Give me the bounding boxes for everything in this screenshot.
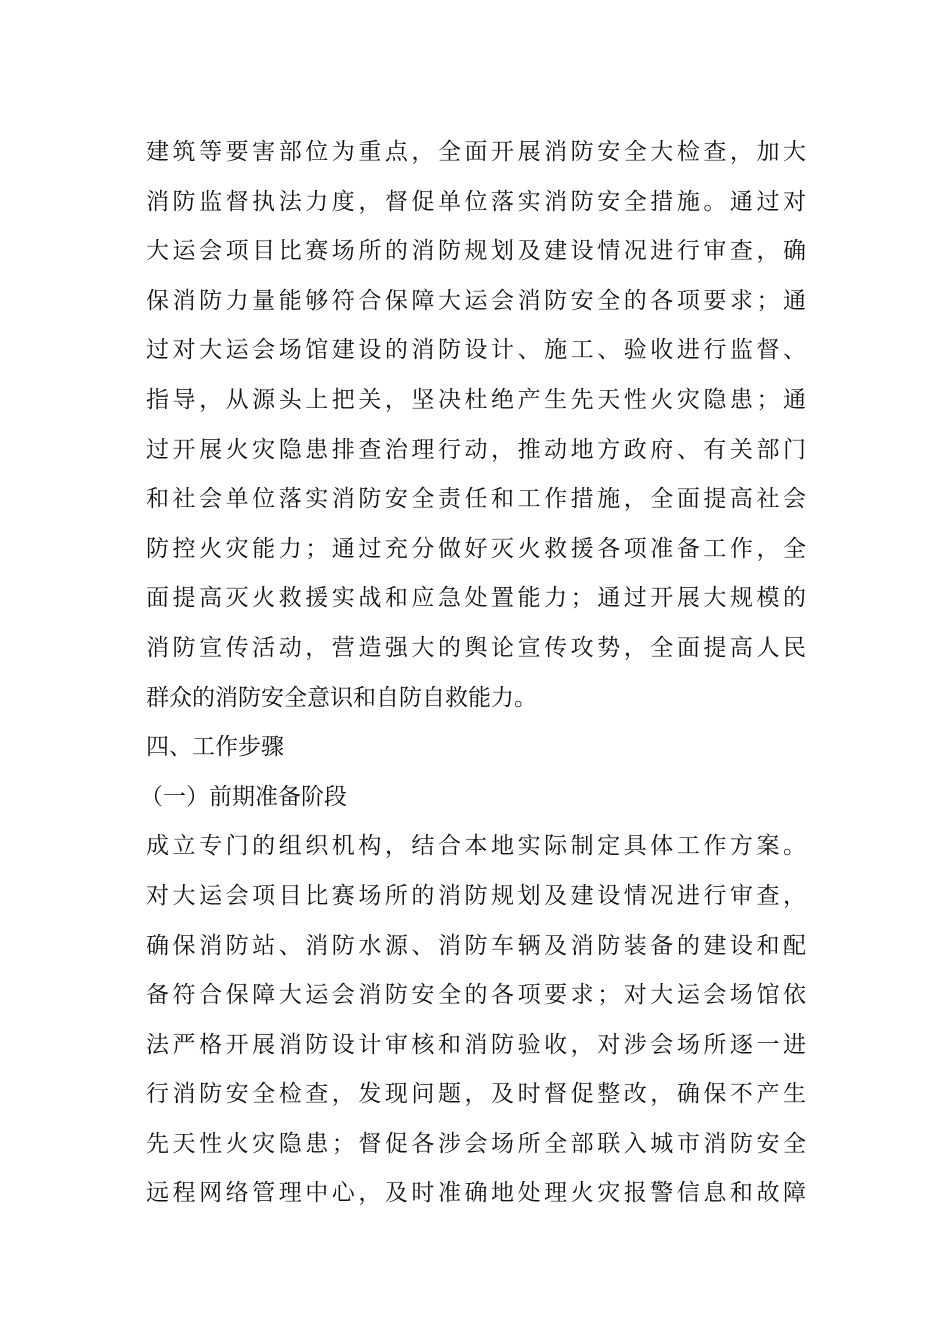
- text-line: 过开展火灾隐患排查治理行动，推动地方政府、有关部门: [146, 436, 806, 463]
- text-line: 消防监督执法力度，督促单位落实消防安全措施。通过对: [146, 188, 806, 215]
- text-line: 行消防安全检查，发现问题，及时督促整改，确保不产生: [146, 1081, 806, 1108]
- text-line: 和社会单位落实消防安全责任和工作措施，全面提高社会: [146, 486, 806, 513]
- document-page: [140, 128, 806, 1219]
- text-line: 大运会项目比赛场所的消防规划及建设情况进行审查，确: [146, 238, 806, 265]
- subsection-heading: （一）前期准备阶段: [140, 783, 347, 810]
- text-line: 保消防力量能够符合保障大运会消防安全的各项要求；通: [146, 287, 806, 314]
- text-line: 备符合保障大运会消防安全的各项要求；对大运会场馆依: [146, 982, 806, 1009]
- text-line: 对大运会项目比赛场所的消防规划及建设情况进行审查，: [146, 882, 806, 909]
- text-line: 先天性火灾隐患；督促各涉会场所全部联入城市消防安全: [146, 1130, 806, 1157]
- section-heading: 四、工作步骤: [146, 734, 284, 761]
- paragraph-2: [146, 822, 806, 1219]
- text-line: 消防宣传活动，营造强大的舆论宣传攻势，全面提高人民: [146, 634, 806, 661]
- paragraph-1: [146, 128, 806, 723]
- text-line: 面提高灭火救援实战和应急处置能力；通过开展大规模的: [146, 585, 806, 612]
- text-line: 建筑等要害部位为重点，全面开展消防安全大检查，加大: [146, 139, 806, 165]
- text-line: 确保消防站、消防水源、消防车辆及消防装备的建设和配: [146, 932, 806, 959]
- text-line: 过对大运会场馆建设的消防设计、施工、验收进行监督、: [146, 337, 806, 364]
- text-line: 远程网络管理中心，及时准确地处理火灾报警信息和故障: [146, 1180, 806, 1207]
- text-line: 防控火灾能力；通过充分做好灭火救援各项准备工作，全: [146, 535, 806, 562]
- text-line: 群众的消防安全意识和自防自救能力。: [146, 684, 537, 711]
- text-line: 成立专门的组织机构，结合本地实际制定具体工作方案。: [146, 833, 806, 860]
- text-line: 指导，从源头上把关，坚决杜绝产生先天性火灾隐患；通: [146, 386, 806, 413]
- text-line: 法严格开展消防设计审核和消防验收，对涉会场所逐一进: [146, 1031, 806, 1058]
